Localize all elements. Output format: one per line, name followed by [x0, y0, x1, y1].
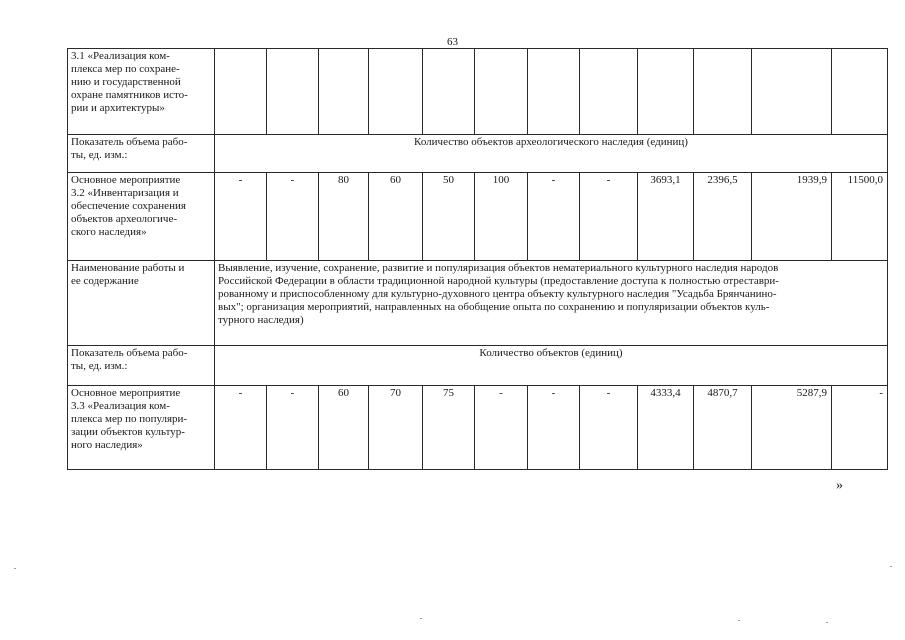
program-table — [67, 48, 888, 470]
table-cell — [319, 49, 369, 135]
indicator-text: Количество объектов (единиц) — [215, 346, 888, 386]
work-description: Выявление, изучение, сохранение, развитие и популяризация объектов нематериального культурного наследия народов Российской Федерации в области традиционной народной культуры (предоставление доступа к полностью отреставри- рованному и приспособленному для культурно-духовного центра объекту культурного наследия "Усадьба Брянчанино- вых"; организация мероприятий, направленных на обобщение опыта по сохранению и популяризации объектов куль- турного наследия) — [215, 261, 888, 346]
row-label: Основное мероприятие 3.3 «Реализация ком- плекса мер по популяри- зации объектов культур- ного наследия» — [68, 386, 215, 470]
table-cell — [832, 49, 888, 135]
table-cell — [752, 49, 832, 135]
table-cell — [423, 49, 475, 135]
table-cell: 60 — [369, 173, 423, 261]
table-cell — [580, 49, 638, 135]
indicator-text: Количество объектов археологического наследия (единиц) — [215, 135, 888, 173]
row-label: Основное мероприятие 3.2 «Инвентаризация и обеспечение сохранения объектов археологиче- ского наследия» — [68, 173, 215, 261]
table-cell — [694, 49, 752, 135]
table-cell — [475, 49, 528, 135]
scan-artifact — [826, 622, 828, 623]
table-cell: - — [528, 386, 580, 470]
table-cell — [267, 49, 319, 135]
table-cell: 75 — [423, 386, 475, 470]
table-row — [68, 173, 888, 261]
table-cell: 100 — [475, 173, 528, 261]
row-label: 3.1 «Реализация ком- плекса мер по сохране- нию и государственной охране памятников исто- рии и архитектуры» — [68, 49, 215, 135]
table-cell: - — [580, 173, 638, 261]
table-row — [68, 49, 888, 135]
table-cell: 2396,5 — [694, 173, 752, 261]
table-row — [68, 135, 888, 173]
table-cell — [215, 49, 267, 135]
table-cell: 5287,9 — [752, 386, 832, 470]
table-cell: - — [215, 173, 267, 261]
scan-artifact — [420, 618, 422, 619]
row-label: Показатель объема рабо- ты, ед. изм.: — [68, 346, 215, 386]
table-row — [68, 386, 888, 470]
scan-artifact — [14, 568, 16, 569]
row-label: Показатель объема рабо- ты, ед. изм.: — [68, 135, 215, 173]
row-label: Наименование работы и ее содержание — [68, 261, 215, 346]
table-cell — [528, 49, 580, 135]
table-cell: - — [267, 386, 319, 470]
page-number: 63 — [447, 36, 458, 48]
table-cell: 4870,7 — [694, 386, 752, 470]
table-cell: 4333,4 — [638, 386, 694, 470]
closing-quote: » — [836, 478, 843, 493]
table-cell — [638, 49, 694, 135]
table-row — [68, 346, 888, 386]
table-cell: - — [528, 173, 580, 261]
table-cell: 80 — [319, 173, 369, 261]
table-cell: 50 — [423, 173, 475, 261]
table-cell: 11500,0 — [832, 173, 888, 261]
table-cell — [369, 49, 423, 135]
table-cell: - — [475, 386, 528, 470]
table-cell: - — [267, 173, 319, 261]
table-cell: 70 — [369, 386, 423, 470]
table-cell: 1939,9 — [752, 173, 832, 261]
table-cell: - — [215, 386, 267, 470]
table-row — [68, 261, 888, 346]
table-cell: 60 — [319, 386, 369, 470]
scan-artifact — [738, 620, 740, 621]
table-cell: 3693,1 — [638, 173, 694, 261]
table-cell: - — [580, 386, 638, 470]
table-cell: - — [832, 386, 888, 470]
scan-artifact — [890, 566, 892, 567]
